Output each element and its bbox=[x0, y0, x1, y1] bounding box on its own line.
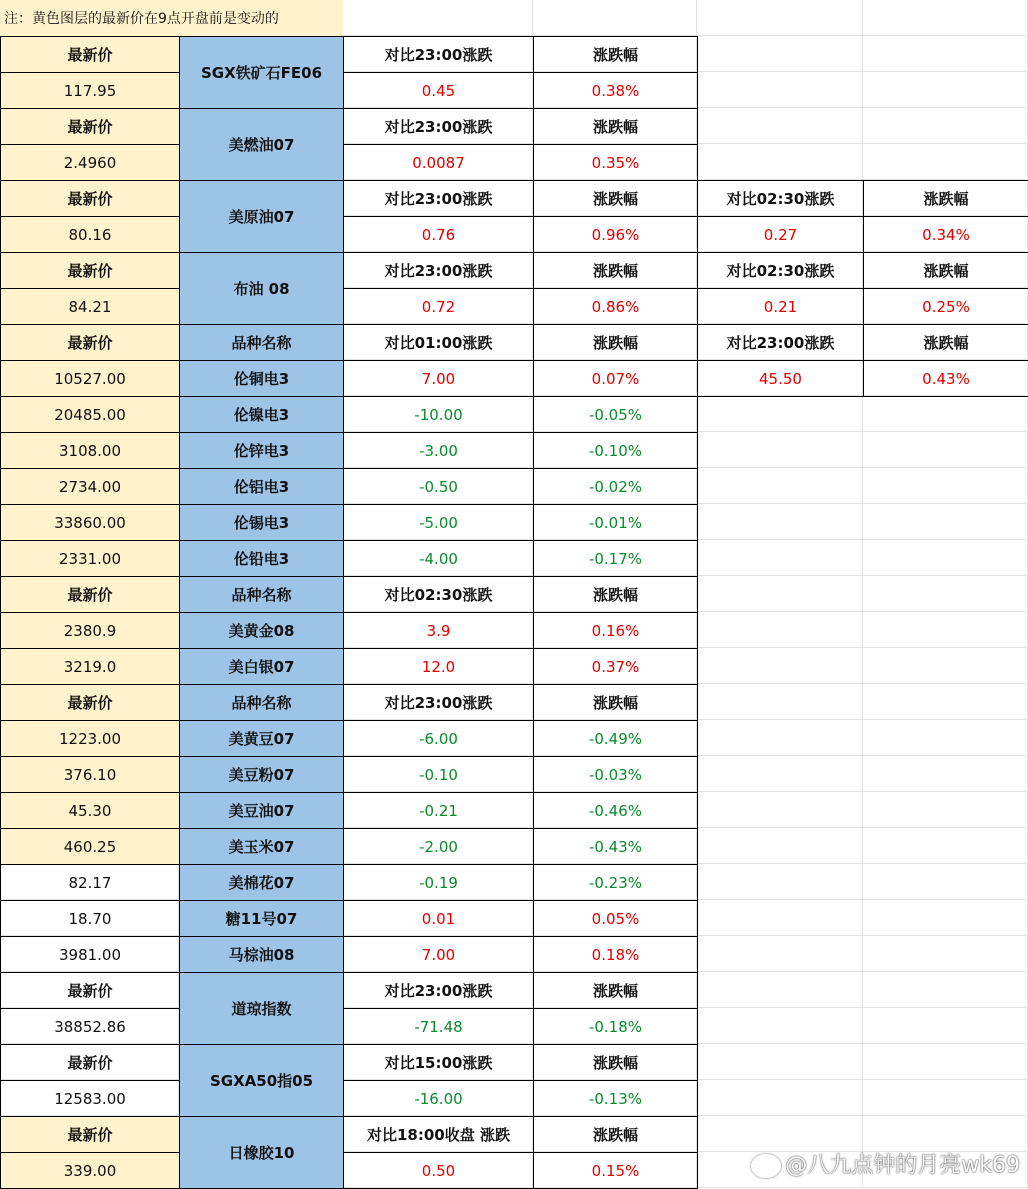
grid-cell[interactable] bbox=[863, 72, 1028, 108]
change-value-cell[interactable]: -0.19 bbox=[343, 864, 534, 901]
instrument-name-cell[interactable]: 伦铝电3 bbox=[179, 468, 344, 505]
grid-cell[interactable] bbox=[697, 828, 863, 864]
change-header-cell[interactable]: 对比23:00涨跌 bbox=[343, 108, 534, 145]
price-cell[interactable]: 117.95 bbox=[0, 72, 180, 109]
price-cell[interactable]: 3219.0 bbox=[0, 648, 180, 685]
grid-cell[interactable] bbox=[697, 0, 863, 36]
change-header-cell[interactable]: 对比23:00涨跌 bbox=[343, 36, 534, 73]
pct-value-cell[interactable]: -0.46% bbox=[533, 792, 698, 829]
price-cell[interactable]: 2331.00 bbox=[0, 540, 180, 577]
price-header-cell[interactable]: 最新价 bbox=[0, 324, 180, 361]
extra-change-header-cell[interactable]: 对比02:30涨跌 bbox=[697, 252, 864, 289]
price-cell[interactable]: 376.10 bbox=[0, 756, 180, 793]
pct-value-cell[interactable]: -0.01% bbox=[533, 504, 698, 541]
pct-header-cell[interactable]: 涨跌幅 bbox=[533, 972, 698, 1009]
pct-header-cell[interactable]: 涨跌幅 bbox=[533, 108, 698, 145]
grid-cell[interactable] bbox=[863, 540, 1028, 576]
grid-cell[interactable] bbox=[863, 756, 1028, 792]
grid-cell[interactable] bbox=[863, 1044, 1028, 1080]
change-value-cell[interactable]: -6.00 bbox=[343, 720, 534, 757]
price-cell[interactable]: 1223.00 bbox=[0, 720, 180, 757]
grid-cell[interactable] bbox=[697, 648, 863, 684]
pct-value-cell[interactable]: -0.49% bbox=[533, 720, 698, 757]
extra-pct-header-cell[interactable]: 涨跌幅 bbox=[863, 180, 1028, 217]
grid-cell[interactable] bbox=[697, 720, 863, 756]
change-value-cell[interactable]: 7.00 bbox=[343, 360, 534, 397]
price-cell[interactable]: 80.16 bbox=[0, 216, 180, 253]
instrument-name-cell[interactable]: 美白银07 bbox=[179, 648, 344, 685]
grid-cell[interactable] bbox=[863, 828, 1028, 864]
grid-cell[interactable] bbox=[863, 900, 1028, 936]
grid-cell[interactable] bbox=[863, 36, 1028, 72]
pct-value-cell[interactable]: -0.23% bbox=[533, 864, 698, 901]
price-cell[interactable]: 10527.00 bbox=[0, 360, 180, 397]
price-cell[interactable]: 2734.00 bbox=[0, 468, 180, 505]
price-header-cell[interactable]: 最新价 bbox=[0, 1044, 180, 1081]
grid-cell[interactable] bbox=[697, 972, 863, 1008]
price-header-cell[interactable]: 最新价 bbox=[0, 36, 180, 73]
change-value-cell[interactable]: -2.00 bbox=[343, 828, 534, 865]
grid-cell[interactable] bbox=[863, 864, 1028, 900]
price-cell[interactable]: 18.70 bbox=[0, 900, 180, 937]
pct-value-cell[interactable]: -0.13% bbox=[533, 1080, 698, 1117]
change-header-cell[interactable]: 对比18:00收盘 涨跌 bbox=[343, 1116, 534, 1153]
grid-cell[interactable] bbox=[697, 792, 863, 828]
pct-value-cell[interactable]: -0.43% bbox=[533, 828, 698, 865]
pct-value-cell[interactable]: -0.18% bbox=[533, 1008, 698, 1045]
grid-cell[interactable] bbox=[697, 72, 863, 108]
price-cell[interactable]: 460.25 bbox=[0, 828, 180, 865]
pct-header-cell[interactable]: 涨跌幅 bbox=[533, 324, 698, 361]
instrument-name-cell[interactable]: 马棕油08 bbox=[179, 936, 344, 973]
price-header-cell[interactable]: 最新价 bbox=[0, 180, 180, 217]
grid-cell[interactable] bbox=[863, 720, 1028, 756]
grid-cell[interactable] bbox=[697, 1008, 863, 1044]
grid-cell[interactable] bbox=[863, 612, 1028, 648]
change-value-cell[interactable]: 12.0 bbox=[343, 648, 534, 685]
grid-cell[interactable] bbox=[863, 972, 1028, 1008]
grid-cell[interactable] bbox=[863, 1008, 1028, 1044]
grid-cell[interactable] bbox=[697, 900, 863, 936]
pct-header-cell[interactable]: 涨跌幅 bbox=[533, 576, 698, 613]
grid-cell[interactable] bbox=[697, 1044, 863, 1080]
grid-cell[interactable] bbox=[697, 144, 863, 180]
pct-value-cell[interactable]: -0.02% bbox=[533, 468, 698, 505]
pct-header-cell[interactable]: 涨跌幅 bbox=[533, 684, 698, 721]
grid-cell[interactable] bbox=[697, 1080, 863, 1116]
change-value-cell[interactable]: -0.21 bbox=[343, 792, 534, 829]
change-value-cell[interactable]: 0.45 bbox=[343, 72, 534, 109]
grid-cell[interactable] bbox=[697, 432, 863, 468]
grid-cell[interactable] bbox=[863, 576, 1028, 612]
pct-value-cell[interactable]: 0.37% bbox=[533, 648, 698, 685]
change-value-cell[interactable]: -71.48 bbox=[343, 1008, 534, 1045]
pct-value-cell[interactable]: 0.18% bbox=[533, 936, 698, 973]
extra-pct-value-cell[interactable]: 0.43% bbox=[863, 360, 1028, 397]
change-value-cell[interactable]: -5.00 bbox=[343, 504, 534, 541]
pct-value-cell[interactable]: -0.05% bbox=[533, 396, 698, 433]
instrument-name-cell[interactable]: 美燃油07 bbox=[179, 108, 344, 181]
extra-change-value-cell[interactable]: 0.27 bbox=[697, 216, 864, 253]
instrument-name-cell[interactable]: 美豆油07 bbox=[179, 792, 344, 829]
change-header-cell[interactable]: 对比23:00涨跌 bbox=[343, 684, 534, 721]
grid-cell[interactable] bbox=[697, 108, 863, 144]
grid-cell[interactable] bbox=[697, 396, 863, 432]
pct-value-cell[interactable]: 0.16% bbox=[533, 612, 698, 649]
instrument-name-cell[interactable]: SGX铁矿石FE06 bbox=[179, 36, 344, 109]
price-header-cell[interactable]: 最新价 bbox=[0, 108, 180, 145]
instrument-name-cell[interactable]: 道琼指数 bbox=[179, 972, 344, 1045]
name-header-cell[interactable]: 品种名称 bbox=[179, 576, 344, 613]
grid-cell[interactable] bbox=[863, 396, 1028, 432]
price-cell[interactable]: 20485.00 bbox=[0, 396, 180, 433]
price-cell[interactable]: 2.4960 bbox=[0, 144, 180, 181]
instrument-name-cell[interactable]: 美棉花07 bbox=[179, 864, 344, 901]
instrument-name-cell[interactable]: 伦锌电3 bbox=[179, 432, 344, 469]
name-header-cell[interactable]: 品种名称 bbox=[179, 684, 344, 721]
price-cell[interactable]: 339.00 bbox=[0, 1152, 180, 1189]
pct-value-cell[interactable]: 0.96% bbox=[533, 216, 698, 253]
pct-value-cell[interactable]: 0.05% bbox=[533, 900, 698, 937]
pct-value-cell[interactable]: -0.10% bbox=[533, 432, 698, 469]
pct-value-cell[interactable]: 0.86% bbox=[533, 288, 698, 325]
grid-cell[interactable] bbox=[863, 792, 1028, 828]
change-value-cell[interactable]: 0.01 bbox=[343, 900, 534, 937]
grid-cell[interactable] bbox=[863, 144, 1028, 180]
price-cell[interactable]: 82.17 bbox=[0, 864, 180, 901]
grid-cell[interactable] bbox=[697, 612, 863, 648]
extra-change-value-cell[interactable]: 45.50 bbox=[697, 360, 864, 397]
extra-change-header-cell[interactable]: 对比23:00涨跌 bbox=[697, 324, 864, 361]
instrument-name-cell[interactable]: 伦镍电3 bbox=[179, 396, 344, 433]
price-cell[interactable]: 38852.86 bbox=[0, 1008, 180, 1045]
instrument-name-cell[interactable]: 伦锡电3 bbox=[179, 504, 344, 541]
grid-cell[interactable] bbox=[863, 648, 1028, 684]
extra-change-header-cell[interactable]: 对比02:30涨跌 bbox=[697, 180, 864, 217]
change-value-cell[interactable]: -0.50 bbox=[343, 468, 534, 505]
price-cell[interactable]: 84.21 bbox=[0, 288, 180, 325]
grid-cell[interactable] bbox=[863, 1116, 1028, 1152]
change-value-cell[interactable]: -10.00 bbox=[343, 396, 534, 433]
change-header-cell[interactable]: 对比02:30涨跌 bbox=[343, 576, 534, 613]
weibo-logo-icon bbox=[751, 1154, 781, 1178]
price-cell[interactable]: 2380.9 bbox=[0, 612, 180, 649]
instrument-name-cell[interactable]: 伦铅电3 bbox=[179, 540, 344, 577]
extra-pct-header-cell[interactable]: 涨跌幅 bbox=[863, 252, 1028, 289]
grid-cell[interactable] bbox=[697, 936, 863, 972]
price-header-cell[interactable]: 最新价 bbox=[0, 576, 180, 613]
grid-cell[interactable] bbox=[697, 864, 863, 900]
price-header-cell[interactable]: 最新价 bbox=[0, 1116, 180, 1153]
change-value-cell[interactable]: 7.00 bbox=[343, 936, 534, 973]
instrument-name-cell[interactable]: 美黄金08 bbox=[179, 612, 344, 649]
grid-cell[interactable] bbox=[863, 504, 1028, 540]
change-header-cell[interactable]: 对比23:00涨跌 bbox=[343, 972, 534, 1009]
change-value-cell[interactable]: -4.00 bbox=[343, 540, 534, 577]
grid-cell[interactable] bbox=[697, 756, 863, 792]
grid-cell[interactable] bbox=[863, 684, 1028, 720]
instrument-name-cell[interactable]: 布油 08 bbox=[179, 252, 344, 325]
instrument-name-cell[interactable]: 日橡胶10 bbox=[179, 1116, 344, 1189]
name-header-cell[interactable]: 品种名称 bbox=[179, 324, 344, 361]
grid-cell[interactable] bbox=[697, 684, 863, 720]
grid-cell[interactable] bbox=[343, 0, 533, 36]
pct-header-cell[interactable]: 涨跌幅 bbox=[533, 252, 698, 289]
note-cell[interactable]: 注：黄色图层的最新价在9点开盘前是变动的 bbox=[0, 0, 343, 36]
pct-header-cell[interactable]: 涨跌幅 bbox=[533, 180, 698, 217]
instrument-name-cell[interactable]: 美玉米07 bbox=[179, 828, 344, 865]
grid-cell[interactable] bbox=[533, 0, 697, 36]
price-cell[interactable]: 33860.00 bbox=[0, 504, 180, 541]
change-header-cell[interactable]: 对比23:00涨跌 bbox=[343, 252, 534, 289]
pct-value-cell[interactable]: -0.17% bbox=[533, 540, 698, 577]
grid-cell[interactable] bbox=[697, 540, 863, 576]
price-header-cell[interactable]: 最新价 bbox=[0, 252, 180, 289]
price-header-cell[interactable]: 最新价 bbox=[0, 684, 180, 721]
change-value-cell[interactable]: 0.50 bbox=[343, 1152, 534, 1189]
change-value-cell[interactable]: 3.9 bbox=[343, 612, 534, 649]
pct-value-cell[interactable]: 0.35% bbox=[533, 144, 698, 181]
extra-pct-value-cell[interactable]: 0.25% bbox=[863, 288, 1028, 325]
pct-header-cell[interactable]: 涨跌幅 bbox=[533, 1116, 698, 1153]
extra-pct-header-cell[interactable]: 涨跌幅 bbox=[863, 324, 1028, 361]
change-header-cell[interactable]: 对比23:00涨跌 bbox=[343, 180, 534, 217]
instrument-name-cell[interactable]: 美原油07 bbox=[179, 180, 344, 253]
instrument-name-cell[interactable]: 伦铜电3 bbox=[179, 360, 344, 397]
change-value-cell[interactable]: 0.76 bbox=[343, 216, 534, 253]
pct-header-cell[interactable]: 涨跌幅 bbox=[533, 1044, 698, 1081]
pct-value-cell[interactable]: -0.03% bbox=[533, 756, 698, 793]
pct-header-cell[interactable]: 涨跌幅 bbox=[533, 36, 698, 73]
instrument-name-cell[interactable]: 糖11号07 bbox=[179, 900, 344, 937]
grid-cell[interactable] bbox=[697, 1116, 863, 1152]
extra-pct-value-cell[interactable]: 0.34% bbox=[863, 216, 1028, 253]
grid-cell[interactable] bbox=[863, 432, 1028, 468]
change-value-cell[interactable]: -16.00 bbox=[343, 1080, 534, 1117]
change-value-cell[interactable]: 0.72 bbox=[343, 288, 534, 325]
change-value-cell[interactable]: -0.10 bbox=[343, 756, 534, 793]
grid-cell[interactable] bbox=[863, 0, 1028, 36]
pct-value-cell[interactable]: 0.38% bbox=[533, 72, 698, 109]
grid-cell[interactable] bbox=[697, 576, 863, 612]
instrument-name-cell[interactable]: 美豆粉07 bbox=[179, 756, 344, 793]
grid-cell[interactable] bbox=[697, 36, 863, 72]
price-cell[interactable]: 3981.00 bbox=[0, 936, 180, 973]
instrument-name-cell[interactable]: SGXA50指05 bbox=[179, 1044, 344, 1117]
grid-cell[interactable] bbox=[863, 108, 1028, 144]
grid-cell[interactable] bbox=[697, 468, 863, 504]
change-value-cell[interactable]: -3.00 bbox=[343, 432, 534, 469]
pct-value-cell[interactable]: 0.15% bbox=[533, 1152, 698, 1189]
price-cell[interactable]: 12583.00 bbox=[0, 1080, 180, 1117]
change-header-cell[interactable]: 对比01:00涨跌 bbox=[343, 324, 534, 361]
price-header-cell[interactable]: 最新价 bbox=[0, 972, 180, 1009]
change-value-cell[interactable]: 0.0087 bbox=[343, 144, 534, 181]
grid-cell[interactable] bbox=[863, 1080, 1028, 1116]
change-header-cell[interactable]: 对比15:00涨跌 bbox=[343, 1044, 534, 1081]
extra-change-value-cell[interactable]: 0.21 bbox=[697, 288, 864, 325]
price-cell[interactable]: 45.30 bbox=[0, 792, 180, 829]
pct-value-cell[interactable]: 0.07% bbox=[533, 360, 698, 397]
instrument-name-cell[interactable]: 美黄豆07 bbox=[179, 720, 344, 757]
watermark: @八九点钟的月亮wk69 bbox=[751, 1148, 1020, 1179]
grid-cell[interactable] bbox=[697, 504, 863, 540]
price-cell[interactable]: 3108.00 bbox=[0, 432, 180, 469]
grid-cell[interactable] bbox=[863, 468, 1028, 504]
grid-cell[interactable] bbox=[863, 936, 1028, 972]
